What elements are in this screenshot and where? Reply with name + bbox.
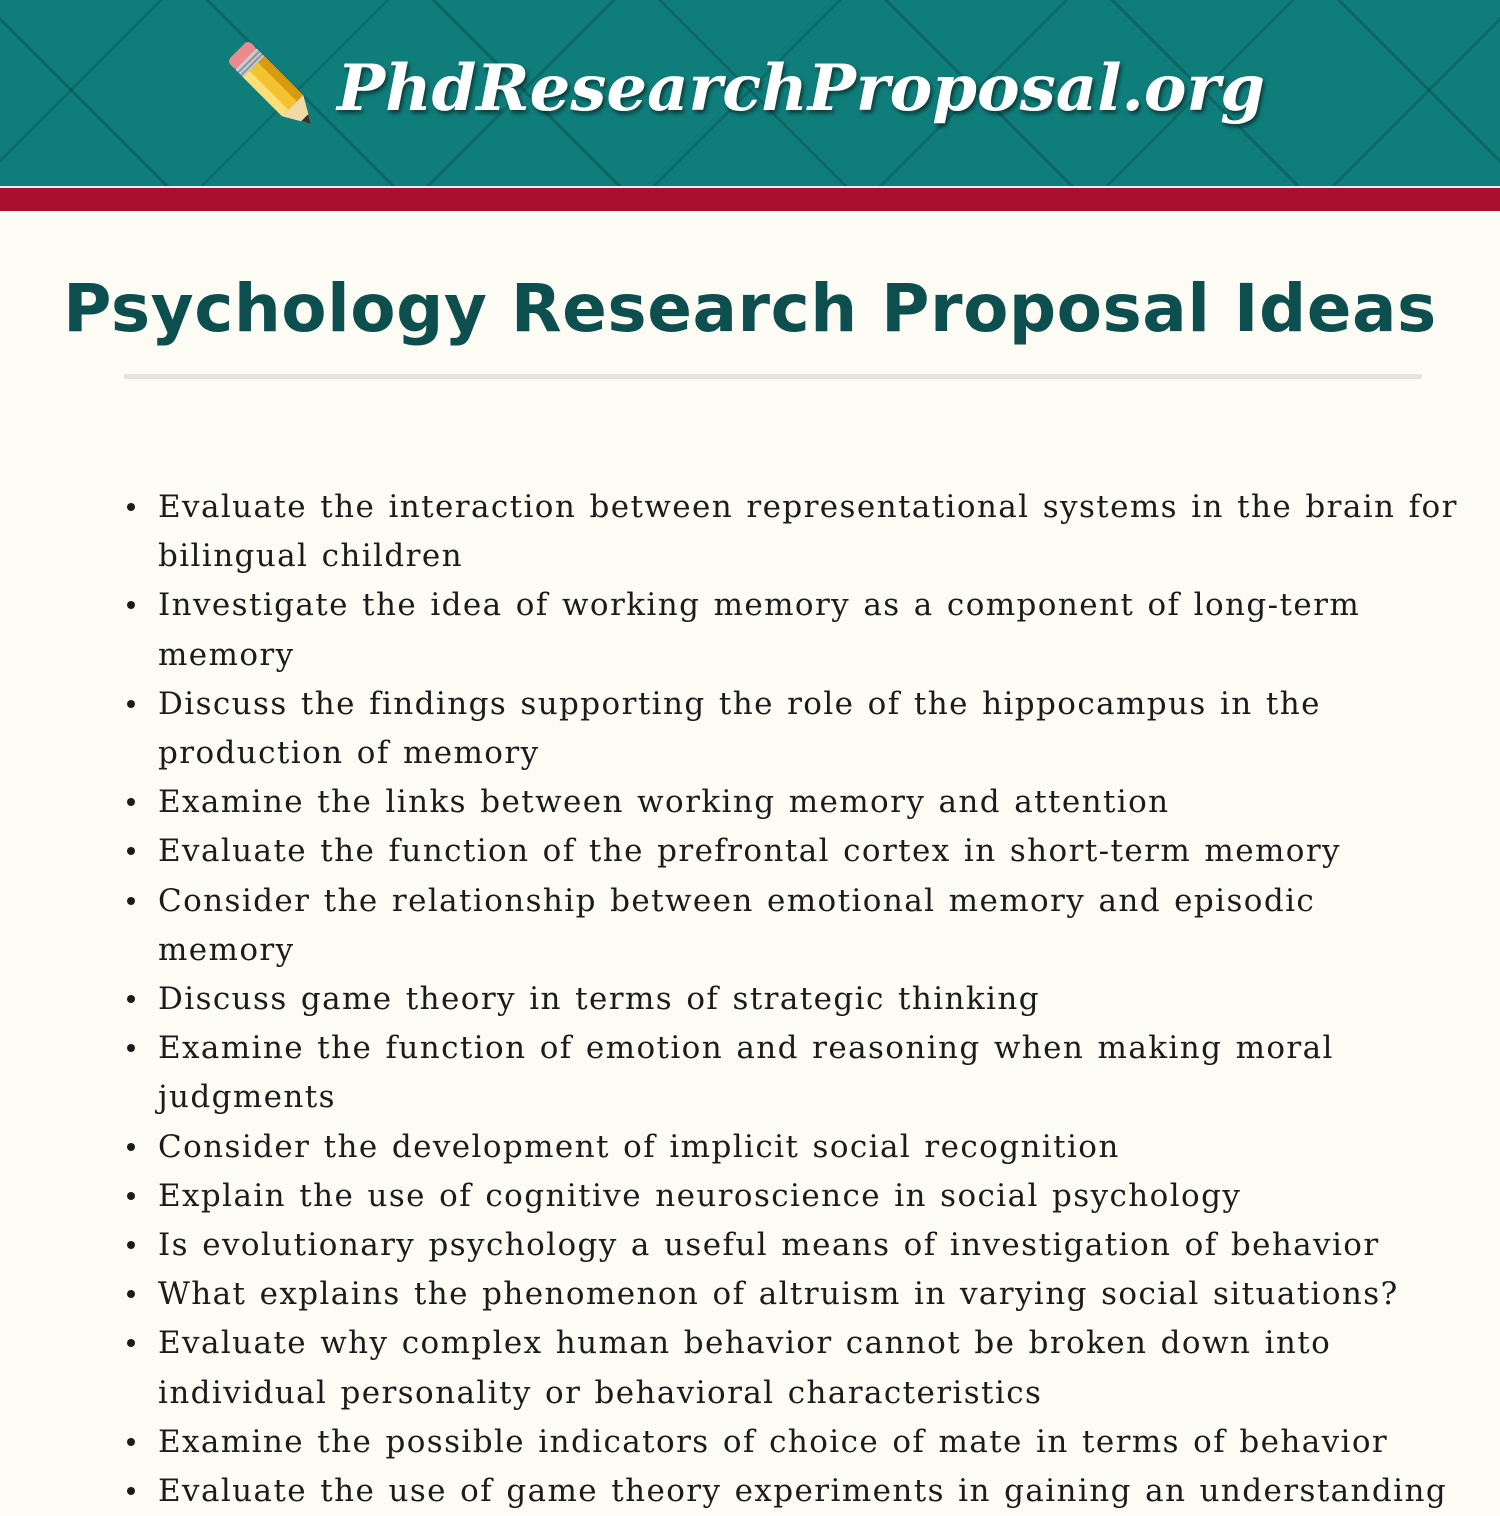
list-item: Examine the possible indicators of choice of mate in terms of behavior: [158, 1418, 1458, 1467]
list-item: Evaluate the function of the prefrontal cortex in short-term memory: [158, 827, 1458, 876]
list-item: Examine the function of emotion and reasoning when making moral judgments: [158, 1024, 1458, 1122]
list-item: Evaluate why complex human behavior cannot be broken down into individual personality or behavioral characteristics: [158, 1319, 1458, 1417]
list-item: Consider the development of implicit social recognition: [158, 1123, 1458, 1172]
list-item: Evaluate the interaction between representational systems in the brain for bilingual children: [158, 483, 1458, 581]
list-item: Investigate the idea of working memory as a component of long-term memory: [158, 581, 1458, 679]
red-accent-band: [0, 188, 1500, 211]
list-item: What explains the phenomenon of altruism in varying social situations?: [158, 1270, 1458, 1319]
list-item: Is evolutionary psychology a useful means of investigation of behavior: [158, 1221, 1458, 1270]
logo-text: PhdResearchProposal.org: [337, 50, 1265, 126]
list-item: Evaluate the use of game theory experiments in gaining an understanding: [158, 1467, 1458, 1516]
list-item: Discuss the findings supporting the role of the hippocampus in the production of memory: [158, 680, 1458, 778]
list-item: Discuss game theory in terms of strategic thinking: [158, 975, 1458, 1024]
page-title: Psychology Research Proposal Ideas: [63, 270, 1437, 347]
list-item: Explain the use of cognitive neuroscience in social psychology: [158, 1172, 1458, 1221]
list-item: Consider the relationship between emotional memory and episodic memory: [158, 877, 1458, 975]
pencil-icon: [225, 33, 325, 143]
list-item: Examine the links between working memory and attention: [158, 778, 1458, 827]
site-header: [0, 0, 1500, 188]
site-logo[interactable]: [225, 28, 1265, 148]
ideas-list: [158, 483, 1458, 1516]
title-underline: [124, 374, 1422, 379]
